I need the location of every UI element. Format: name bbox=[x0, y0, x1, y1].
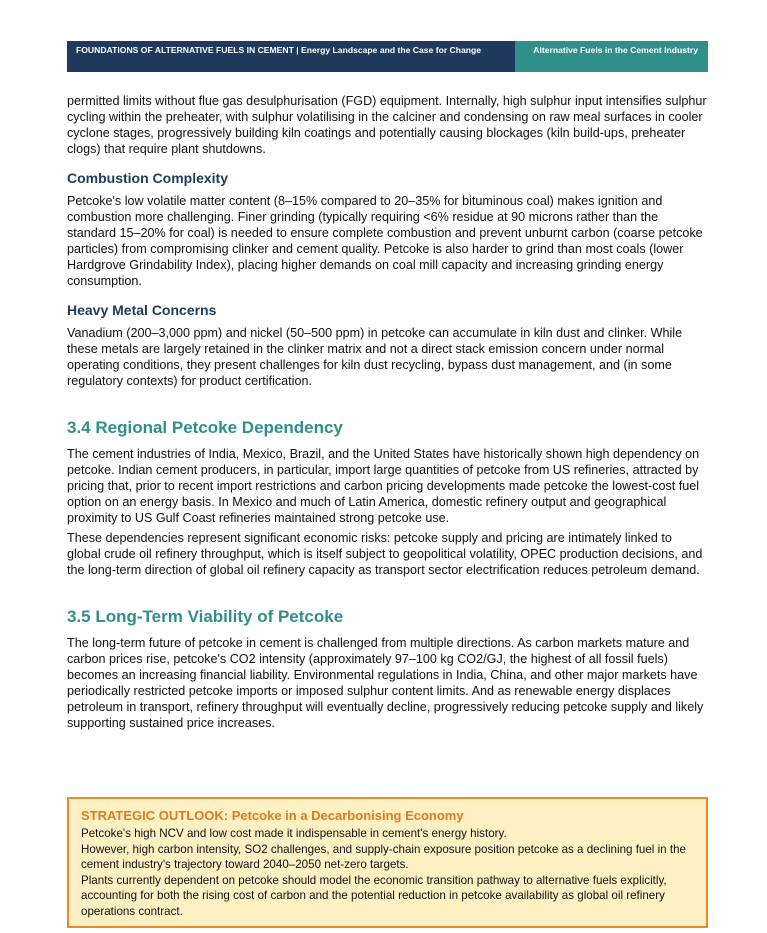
section-3-4-paragraph-1: The cement industries of India, Mexico, Brazil, and the United States have historically shown high dependency on petcoke. Indian cement producers, in particular, import large quantities of petcoke from US refineries, attracted by pricing that, prior to recent import restrictions and carbon pricing developments made petcoke the lowest-cost fuel option on an energy basis. In Mexico and much of Latin America, domestic refinery output and geographical proximity to US Gulf Coast refineries maintained strong petcoke use. bbox=[67, 447, 700, 525]
strategic-outlook-callout bbox=[67, 797, 708, 928]
callout-line-1: Petcoke's high NCV and low cost made it indispensable in cement's energy history. bbox=[81, 827, 507, 840]
callout-line-2: However, high carbon intensity, SO2 challenges, and supply-chain exposure position petcoke as a declining fuel in the cement industry's trajectory toward 2040–2050 net-zero targets. bbox=[81, 842, 686, 871]
header-title: FOUNDATIONS OF ALTERNATIVE FUELS IN CEMENT | Energy Landscape and the Case for Change bbox=[67, 41, 515, 72]
section-3-5-heading: 3.5 Long-Term Viability of Petcoke bbox=[67, 607, 344, 626]
combustion-heading: Combustion Complexity bbox=[67, 170, 229, 186]
section-3-4-heading: 3.4 Regional Petcoke Dependency bbox=[67, 418, 343, 437]
callout-line-3: Plants currently dependent on petcoke should model the economic transition pathway to alternative fuels explicitly, accounting for both the rising cost of carbon and the potential reduction in petcoke availability as global oil refinery operations contract. bbox=[81, 873, 667, 918]
section-3-5-paragraph-1: The long-term future of petcoke in cement is challenged from multiple directions. As carbon markets mature and carbon prices rise, petcoke's CO2 intensity (approximately 97–100 kg CO2/GJ, the highest of all fossil fuels) becomes an increasing financial liability. Environmental regulations in India, China, and other major markets have periodically restricted petcoke imports or imposed sulphur content limits. And as renewable energy displaces petroleum in transport, refinery throughput will eventually decline, progressively reducing petcoke supply and likely supporting sustained price increases. bbox=[67, 636, 704, 730]
intro-paragraph: permitted limits without flue gas desulphurisation (FGD) equipment. Internally, high sulphur input intensifies sulphur cycling within the preheater, with sulphur volatilising in the calciner and condensing on raw meal surfaces in cooler cyclone stages, progressively building kiln coatings and potentially causing blockages (kiln build-ups, preheater clogs) that require plant shutdowns. bbox=[67, 94, 707, 156]
running-header bbox=[67, 41, 708, 72]
heavy-metal-paragraph: Vanadium (200–3,000 ppm) and nickel (50–500 ppm) in petcoke can accumulate in kiln dust and clinker. While these metals are largely retained in the clinker matrix and not a direct stack emission concern under normal operating conditions, they present challenges for kiln dust recycling, bypass dust management, and (in some regulatory contexts) for product certification. bbox=[67, 326, 683, 388]
section-3-4-paragraph-2: These dependencies represent significant economic risks: petcoke supply and pricing are intimately linked to global crude oil refinery throughput, which is itself subject to geopolitical volatility, OPEC production decisions, and the long-term direction of global oil refinery capacity as transport sector electrification reduces petroleum demand. bbox=[67, 531, 703, 577]
callout-title: STRATEGIC OUTLOOK: Petcoke in a Decarbonising Economy bbox=[81, 808, 464, 823]
page-body bbox=[67, 93, 708, 731]
combustion-paragraph: Petcoke's low volatile matter content (8–15% compared to 20–35% for bituminous coal) makes ignition and combustion more challenging. Finer grinding (typically requiring <6% residue at 90 microns rather than the standard 15–20% for coal) is needed to ensure complete combustion and prevent unburnt carbon (coarse petcoke particles) from compromising clinker and cement quality. Petcoke is also harder to grind than most coals (lower Hardgrove Grindability Index), placing higher demands on coal mill capacity and increasing grinding energy consumption. bbox=[67, 194, 703, 288]
heavy-metal-heading: Heavy Metal Concerns bbox=[67, 302, 217, 318]
header-section-label: Alternative Fuels in the Cement Industry bbox=[515, 41, 708, 72]
